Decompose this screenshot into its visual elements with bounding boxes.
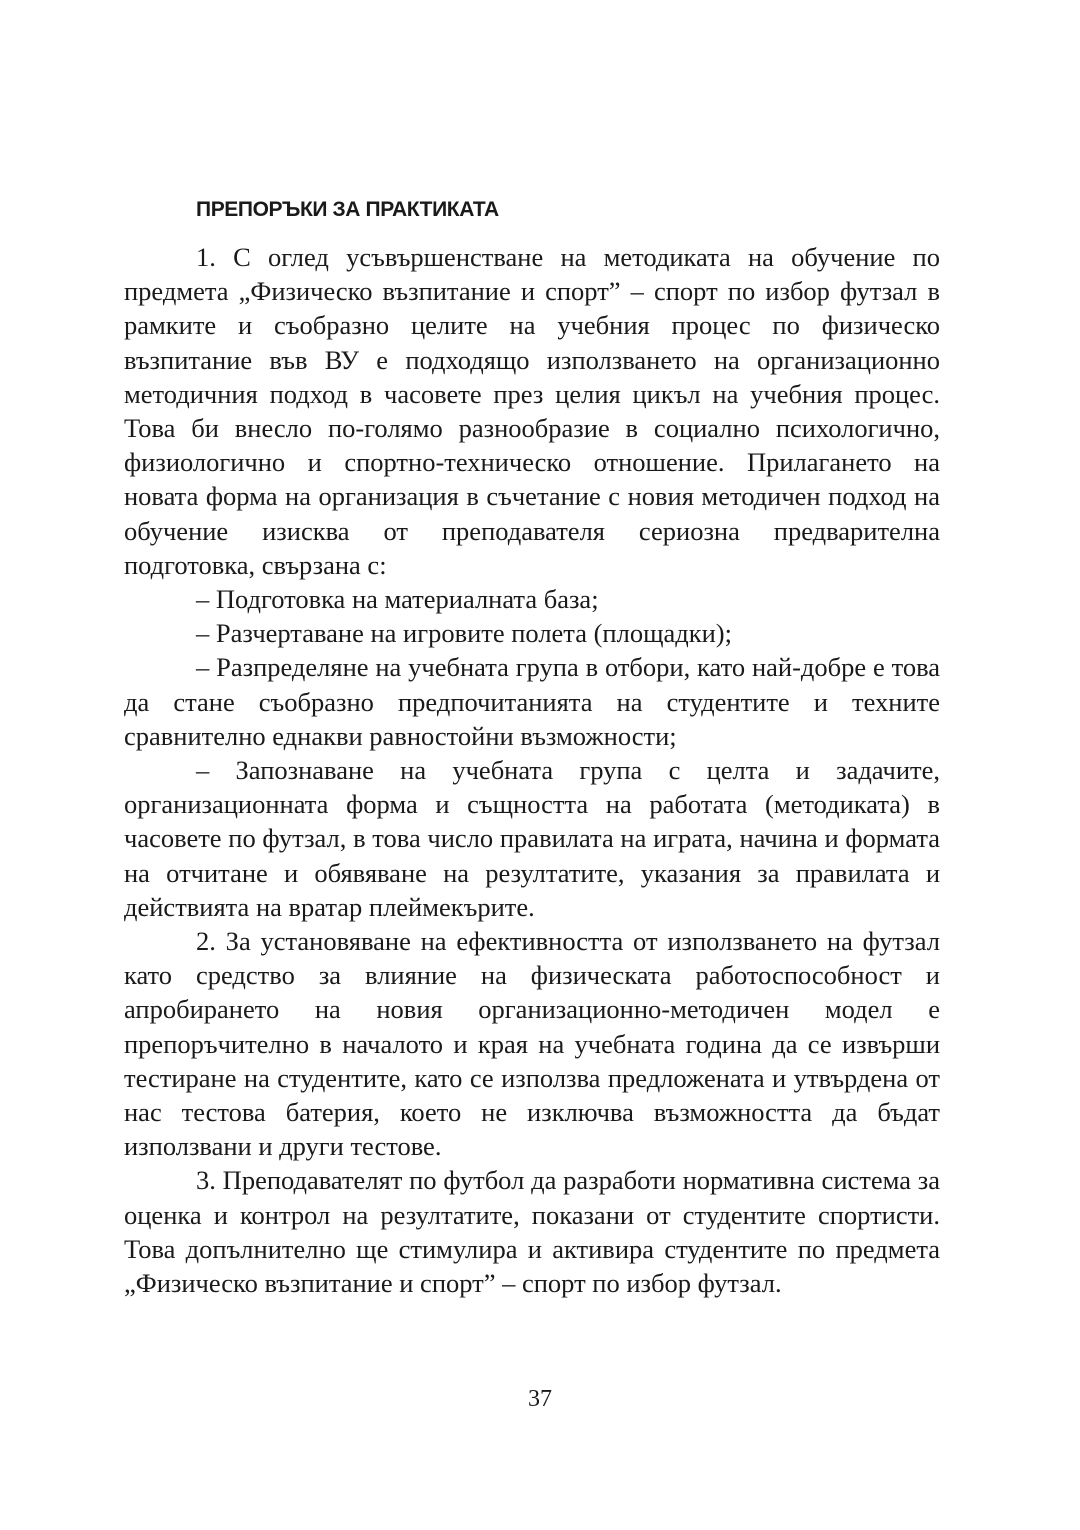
- paragraph-recommendation-1: 1. С оглед усъвършенстване на методиката на обучение по предмета „Физическо възпитание и спорт” – спорт по избор футзал в рамките и съобразно целите на учебния процес по физическо възпитание във ВУ е подходящо използването на организационно методичния подход в часовете през целия цикъл на учебния процес. Това би внесло по-голямо разнообразие в социално психологично, физиологично и спортно-техническо отношение. Прилагането на новата форма на организация в съчетание с новия методичен подход на обучение изисква от преподавателя сериозна предварителна подготовка, свързана с:: [124, 242, 940, 580]
- paragraph-recommendation-2: 2. За установяване на ефективността от използването на футзал като средство за влияние на физическата работоспособност и апробирането на новия организационно-методичен модел е препоръчително в началото и края на учебната година да се извърши тестиране на студентите, като се използва предложената и утвърдена от нас тестова батерия, което не изключва възможността да бъдат използвани и други тестове.: [124, 926, 940, 1162]
- section-heading: ПРЕПОРЪКИ ЗА ПРАКТИКАТА: [196, 198, 499, 221]
- page-number: 37: [528, 1386, 552, 1412]
- list-item-playing-fields: – Разчертаване на игровите полета (площадки);: [196, 618, 732, 649]
- list-item-material-base: – Подготовка на материалната база;: [196, 584, 599, 615]
- list-item-team-division: – Разпределяне на учебната група в отбори, като най-добре е това да стане съобразно предпочитанията на студентите и техните сравнително еднакви равностойни възможности;: [124, 652, 940, 751]
- list-item-introduction: – Запознаване на учебната група с целта и задачите, организационната форма и същността на работата (методиката) в часовете по футзал, в това число правилата на играта, начина и формата на отчитане и обявяване на резултатите, указания за правилата и действията на вратар плеймекърите.: [124, 755, 940, 922]
- paragraph-recommendation-3: 3. Преподавателят по футбол да разработи нормативна система за оценка и контрол на резултатите, показани от студентите спортисти. Това допълнително ще стимулира и активира студентите по предмета „Физическо възпитание и спорт” – спорт по избор футзал.: [124, 1165, 940, 1299]
- page-body: [124, 194, 940, 1300]
